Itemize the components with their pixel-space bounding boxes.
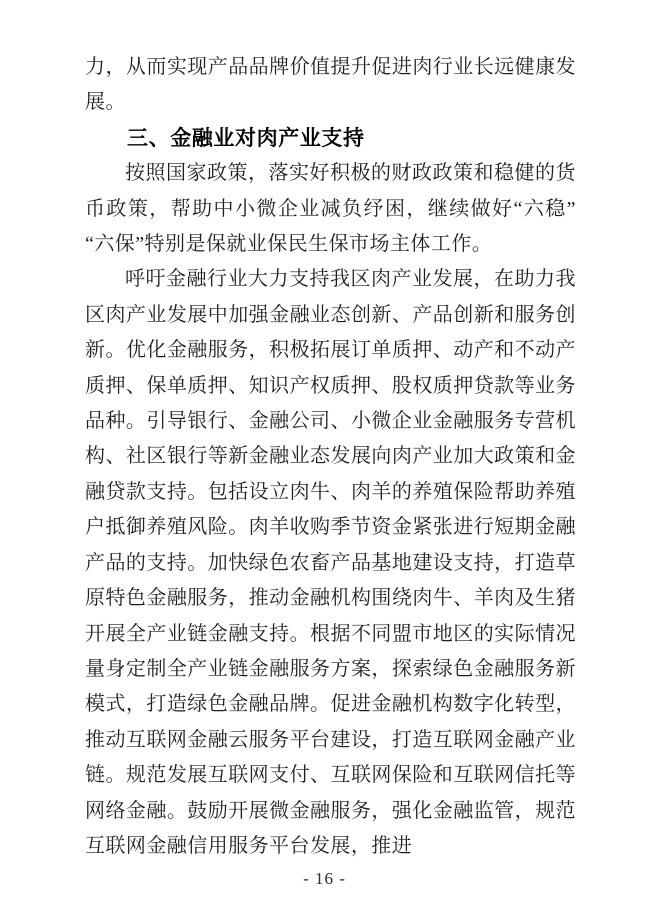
document-body [85,50,576,864]
page-number: - 16 - [303,869,346,888]
paragraph: 呼吁金融行业大力支持我区肉产业发展，在助力我区肉产业发展中加强金融业态创新、产品创新和服务创新。优化金融服务，积极拓展订单质押、动产和不动产质押、保单质押、知识产权质押、股权质押贷款等业务品种。引导银行、金融公司、小微企业金融服务专营机构、社区银行等新金融业态发展向肉产业加大政策和金融贷款支持。包括设立肉牛、肉羊的养殖保险帮助养殖户抵御养殖风险。肉羊收购季节资金紧张进行短期金融产品的支持。加快绿色农畜产品基地建设支持，打造草原特色金融服务，推动金融机构围绕肉牛、羊肉及生猪开展全产业链金融支持。根据不同盟市地区的实际情况量身定制全产业链金融服务方案，探索绿色金融服务新模式，打造绿色金融品牌。促进金融机构数字化转型，推动互联网金融云服务平台建设，打造互联网金融产业链。规范发展互联网支付、互联网保险和互联网信托等网络金融。鼓励开展微金融服务，强化金融监管，规范互联网金融信用服务平台发展，推进 [85,268,576,857]
paragraph: 按照国家政策，落实好积极的财政政策和稳健的货币政策，帮助中小微企业减负纾困，继续做好“六稳”“六保”特别是保就业保民生保市场主体工作。 [85,162,576,256]
section-heading: 三、金融业对肉产业支持 [127,126,365,150]
paragraph: 力，从而实现产品品牌价值提升促进肉行业长远健康发展。 [85,56,576,114]
